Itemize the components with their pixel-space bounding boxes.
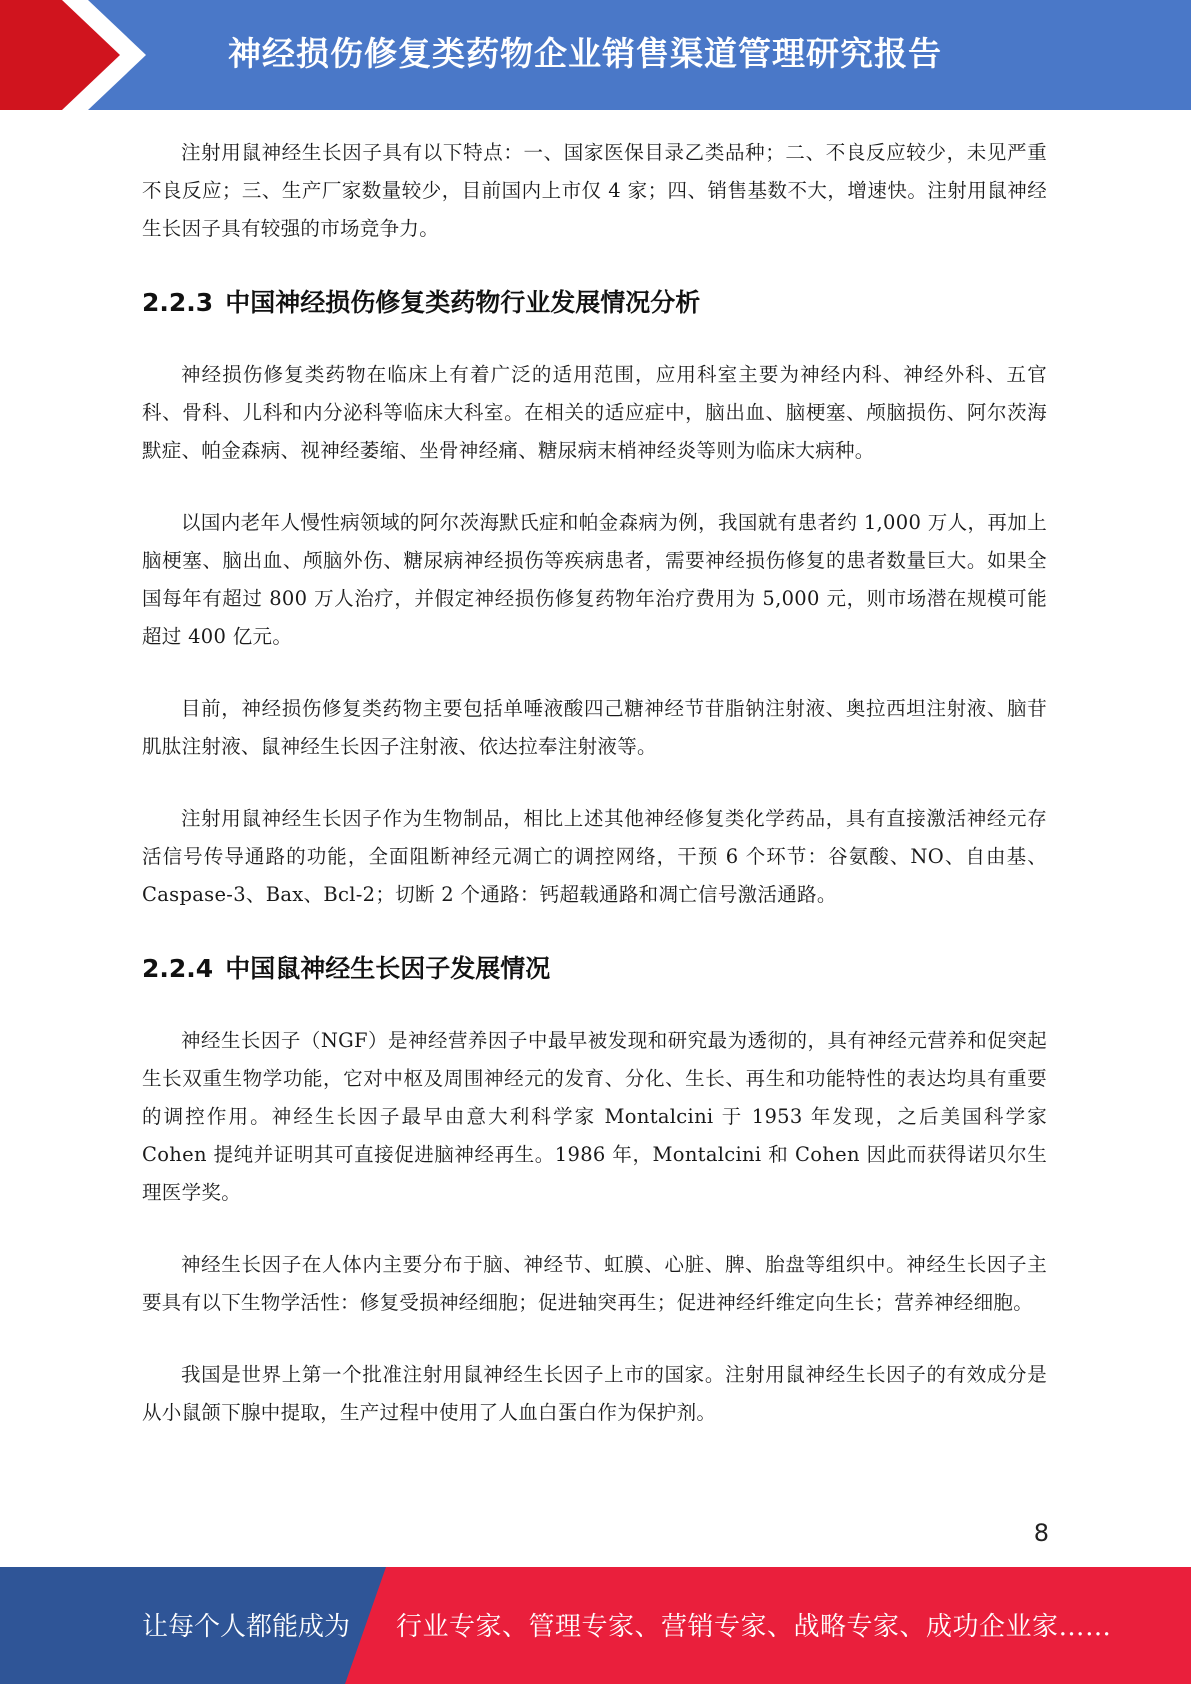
header-red-chevron-decoration bbox=[0, 0, 160, 110]
section-heading-2-2-3 bbox=[142, 286, 1047, 320]
document-body bbox=[142, 134, 1047, 1466]
paragraph: 我国是世界上第一个批准注射用鼠神经生长因子上市的国家。注射用鼠神经生长因子的有效成分是从小鼠颌下腺中提取，生产过程中使用了人血白蛋白作为保护剂。 bbox=[142, 1363, 1047, 1424]
page-number: 8 bbox=[1033, 1519, 1049, 1547]
intro-paragraph: 注射用鼠神经生长因子具有以下特点：一、国家医保目录乙类品种；二、不良反应较少，未见严重不良反应；三、生产厂家数量较少，目前国内上市仅 4 家；四、销售基数不大，增速快。注射用鼠神经生长因子具有较强的市场竞争力。 bbox=[142, 141, 1047, 240]
paragraph: 神经损伤修复类药物在临床上有着广泛的适用范围，应用科室主要为神经内科、神经外科、五官科、骨科、儿科和内分泌科等临床大科室。在相关的适应症中，脑出血、脑梗塞、颅脑损伤、阿尔茨海默症、帕金森病、视神经萎缩、坐骨神经痛、糖尿病末梢神经炎等则为临床大病种。 bbox=[142, 363, 1047, 462]
footer-slogan-right: 行业专家、管理专家、营销专家、战略专家、成功企业家…… bbox=[396, 1612, 1112, 1642]
section-number: 2.2.4 bbox=[142, 954, 214, 983]
paragraph: 神经生长因子（NGF）是神经营养因子中最早被发现和研究最为透彻的，具有神经元营养和促突起生长双重生物学功能，它对中枢及周围神经元的发育、分化、生长、再生和功能特性的表达均具有重要的调控作用。神经生长因子最早由意大利科学家 Montalcini 于 1953 年发现，之后美国科学家 Cohen 提纯并证明其可直接促进脑神经再生。1986 年，Montalcini 和 Cohen 因此而获得诺贝尔生理医学奖。 bbox=[142, 1029, 1047, 1204]
page-footer bbox=[0, 1567, 1191, 1684]
paragraph: 注射用鼠神经生长因子作为生物制品，相比上述其他神经修复类化学药品，具有直接激活神经元存活信号传导通路的功能，全面阻断神经元凋亡的调控网络，干预 6 个环节：谷氨酸、NO、自由基、Caspase-3、Bax、Bcl-2；切断 2 个通路：钙超载通路和凋亡信号激活通路。 bbox=[142, 807, 1047, 906]
section-title: 中国神经损伤修复类药物行业发展情况分析 bbox=[225, 288, 701, 317]
paragraph: 神经生长因子在人体内主要分布于脑、神经节、虹膜、心脏、脾、胎盘等组织中。神经生长因子主要具有以下生物学活性：修复受损神经细胞；促进轴突再生；促进神经纤维定向生长；营养神经细胞。 bbox=[142, 1253, 1047, 1314]
paragraph: 目前，神经损伤修复类药物主要包括单唾液酸四己糖神经节苷脂钠注射液、奥拉西坦注射液、脑苷肌肽注射液、鼠神经生长因子注射液、依达拉奉注射液等。 bbox=[142, 697, 1047, 758]
section-title: 中国鼠神经生长因子发展情况 bbox=[225, 954, 551, 983]
report-title: 神经损伤修复类药物企业销售渠道管理研究报告 bbox=[228, 34, 942, 73]
section-heading-2-2-4 bbox=[142, 952, 1047, 986]
section-number: 2.2.3 bbox=[142, 288, 214, 317]
paragraph: 以国内老年人慢性病领域的阿尔茨海默氏症和帕金森病为例，我国就有患者约 1,000 万人，再加上脑梗塞、脑出血、颅脑外伤、糖尿病神经损伤等疾病患者，需要神经损伤修复的患者数量巨大。如果全国每年有超过 800 万人治疗，并假定神经损伤修复药物年治疗费用为 5,000 元，则市场潜在规模可能超过 400 亿元。 bbox=[142, 511, 1047, 648]
page-header bbox=[0, 0, 1191, 110]
footer-slogan-left: 让每个人都能成为 bbox=[142, 1612, 351, 1642]
